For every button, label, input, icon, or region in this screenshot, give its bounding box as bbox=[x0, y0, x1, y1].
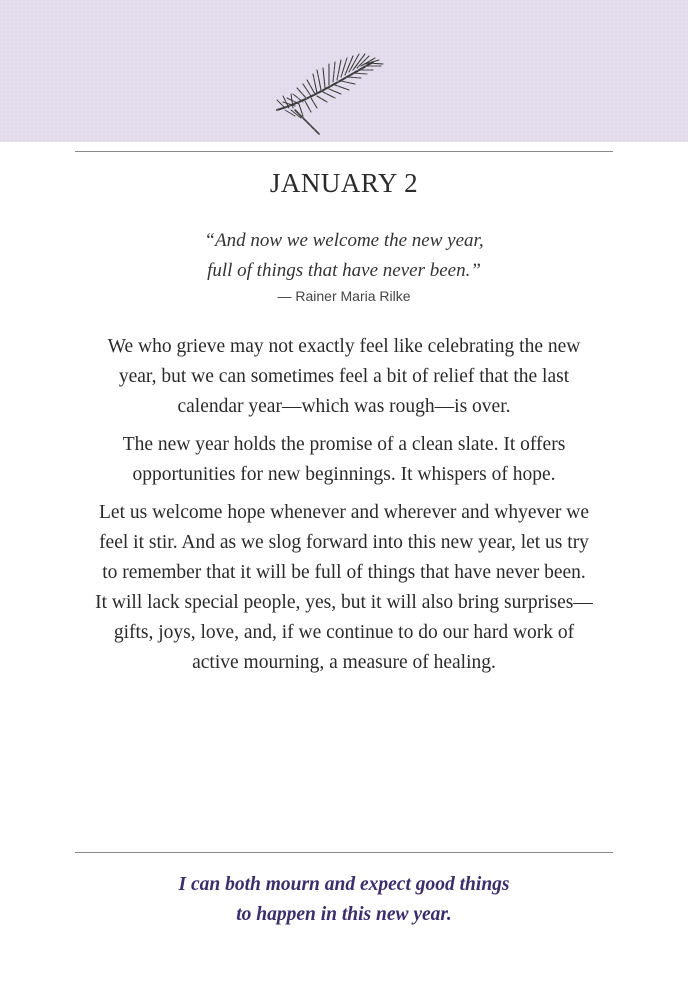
affirmation-line: I can both mourn and expect good things bbox=[178, 874, 510, 895]
header-band bbox=[0, 0, 688, 142]
paragraph bbox=[60, 498, 628, 678]
text-line: calendar year—which was rough—is over. bbox=[177, 396, 511, 417]
text-line: opportunities for new beginnings. It whispers of hope. bbox=[132, 464, 556, 485]
text-line: Let us welcome hope whenever and wherever and whyever we bbox=[99, 502, 589, 523]
quote-line: full of things that have never been.” bbox=[207, 260, 481, 281]
daily-affirmation bbox=[0, 870, 688, 930]
text-line: We who grieve may not exactly feel like celebrating the new bbox=[107, 336, 581, 357]
text-line: active mourning, a measure of healing. bbox=[192, 652, 496, 673]
epigraph-quote bbox=[0, 226, 688, 286]
reflection-body bbox=[60, 332, 628, 686]
quote-attribution: — Rainer Maria Rilke bbox=[277, 288, 411, 304]
text-line: gifts, joys, love, and, if we continue to do our hard work of bbox=[113, 622, 575, 643]
text-line: It will lack special people, yes, but it will also bring surprises— bbox=[95, 592, 593, 613]
affirmation-line: to happen in this new year. bbox=[236, 904, 452, 925]
text-line: The new year holds the promise of a clean slate. It offers bbox=[122, 434, 566, 455]
text-line: year, but we can sometimes feel a bit of relief that the last bbox=[118, 366, 570, 387]
text-line: to remember that it will be full of things that have never been. bbox=[102, 562, 586, 583]
text-line: feel it stir. And as we slog forward into this new year, let us try bbox=[99, 532, 589, 553]
bottom-divider bbox=[75, 852, 613, 853]
quote-line: “And now we welcome the new year, bbox=[204, 230, 484, 251]
entry-date-title: JANUARY 2 bbox=[269, 168, 419, 198]
top-divider bbox=[75, 151, 613, 152]
pine-sprig-icon bbox=[255, 44, 405, 144]
paragraph bbox=[60, 332, 628, 422]
paragraph bbox=[60, 430, 628, 490]
